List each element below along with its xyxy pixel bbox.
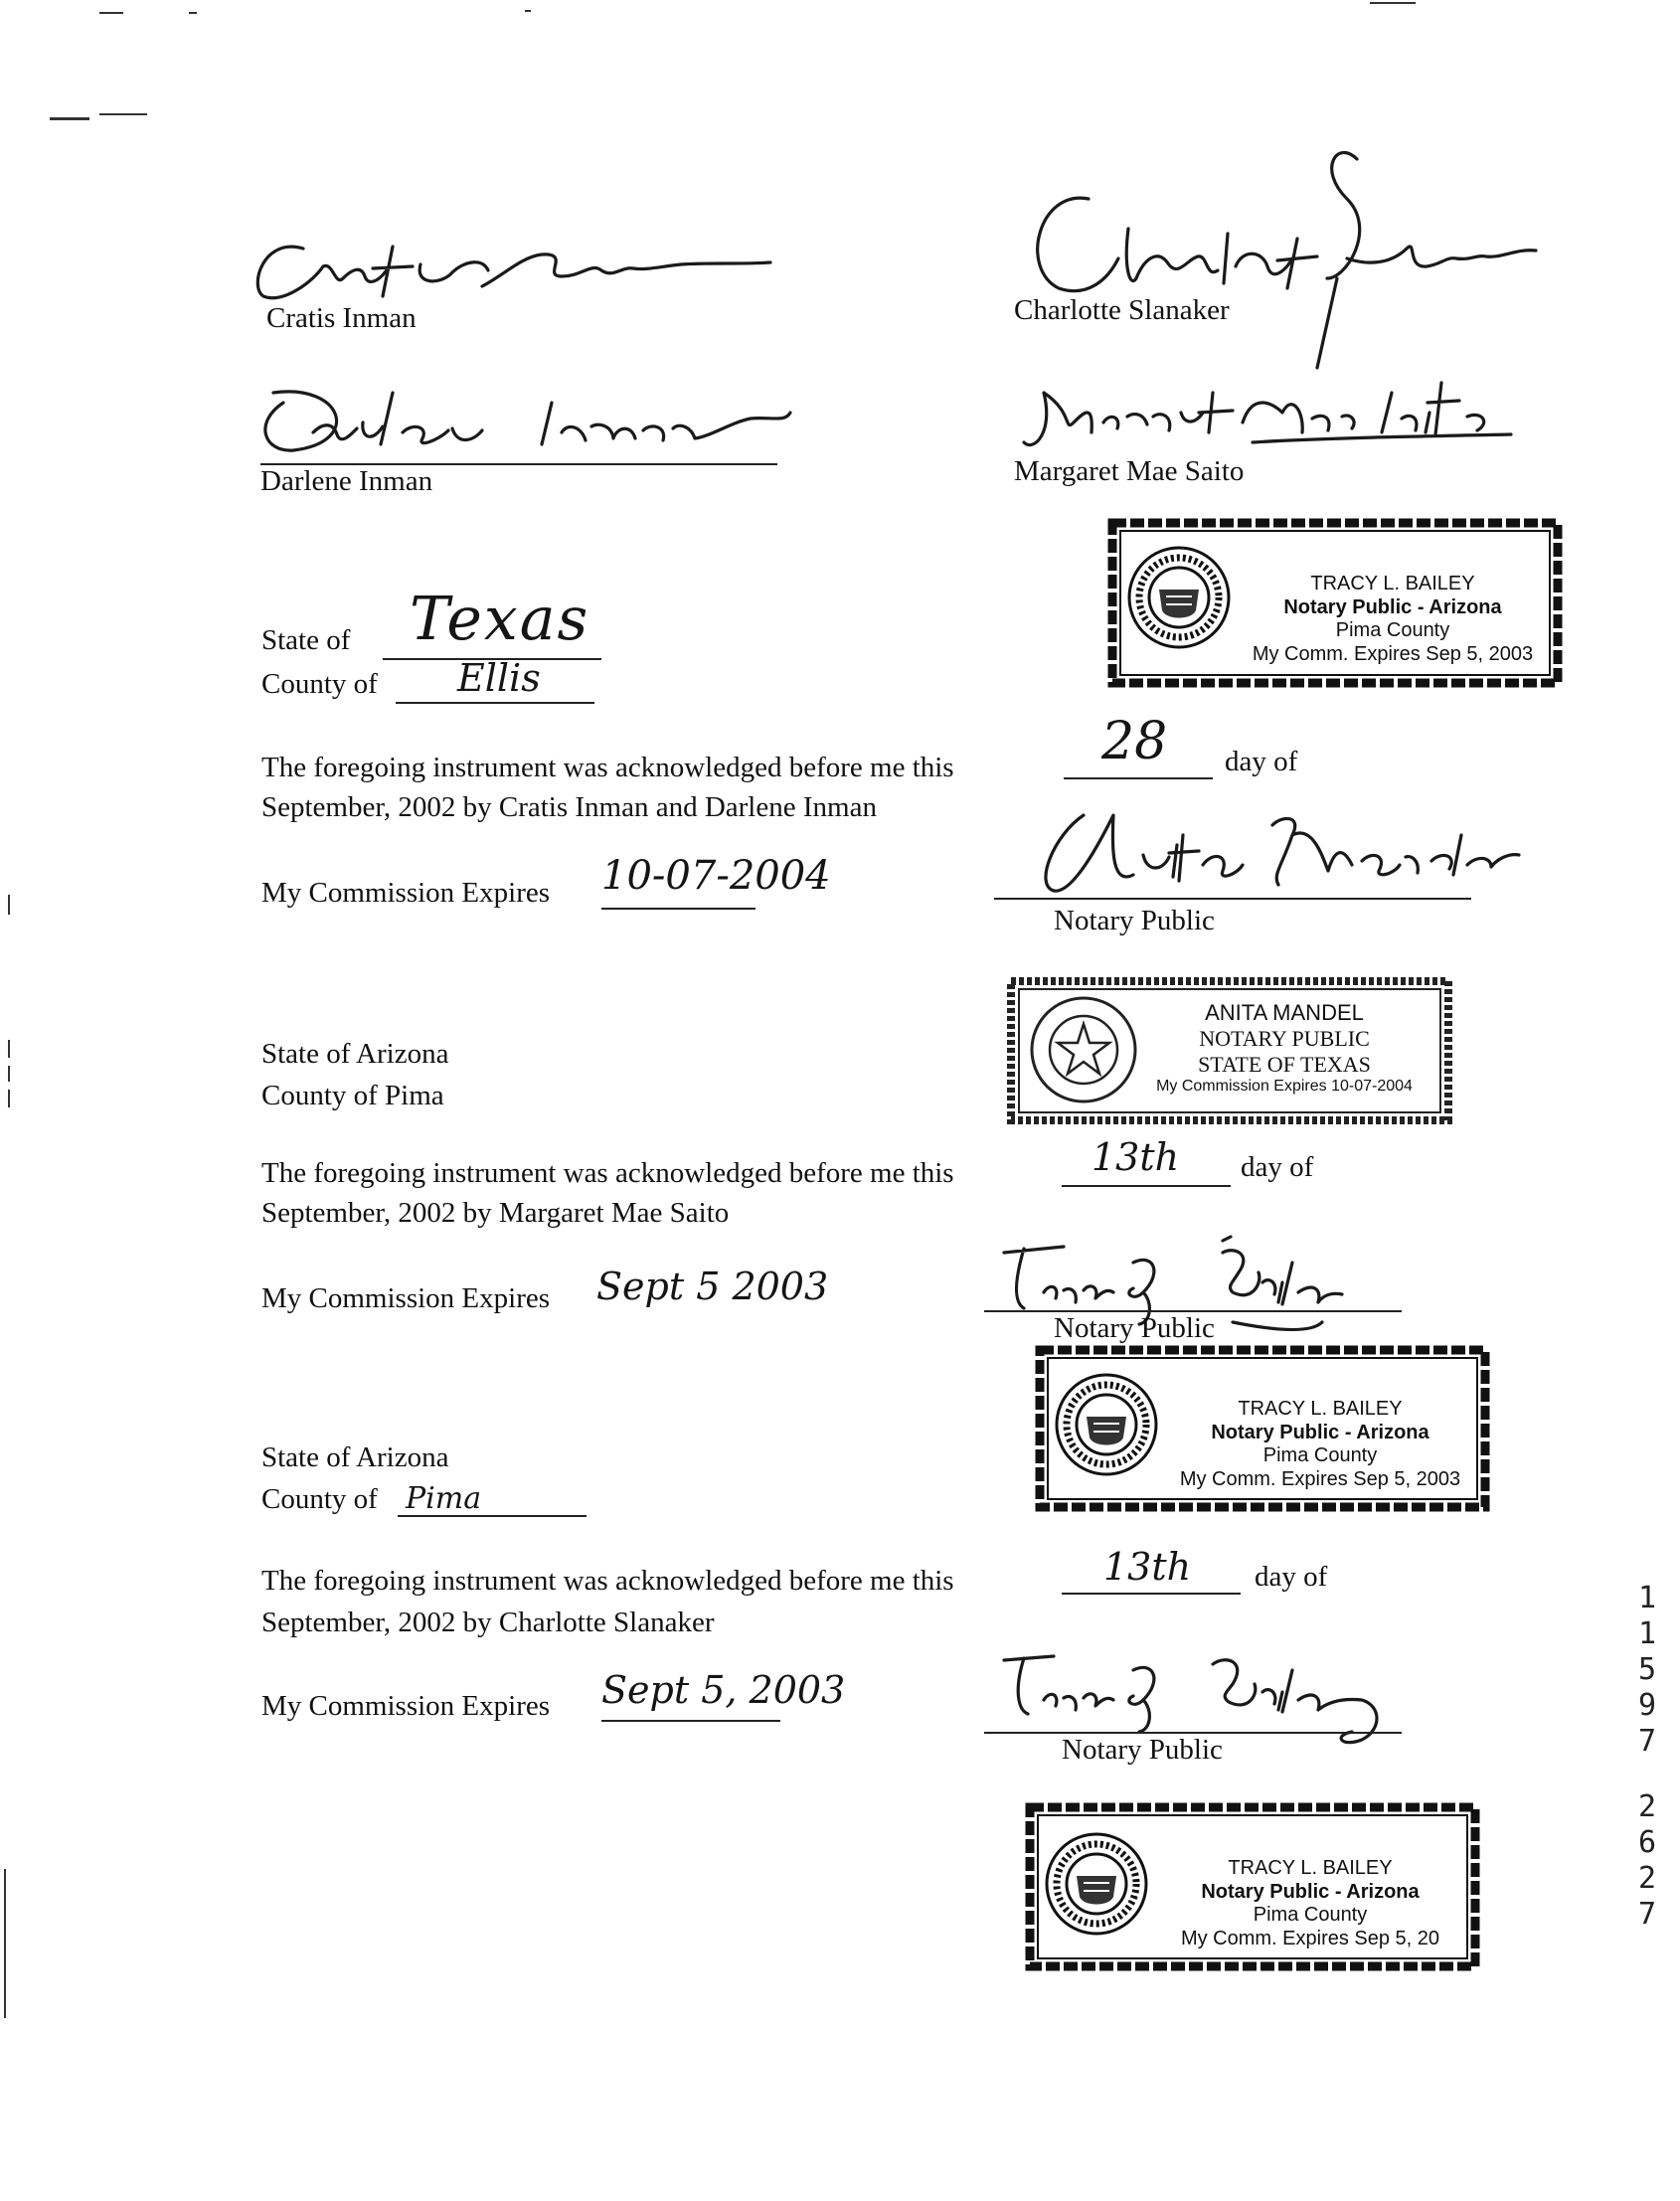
commission-label: My Commission Expires (261, 877, 551, 909)
notary-seal-star-icon (1028, 994, 1139, 1105)
notary-stamp-bailey (1034, 1344, 1491, 1513)
stamp-notary-expires: My Comm. Expires Sep 5, 2003 (1179, 1467, 1461, 1490)
stamp-notary-county: Pima County (1335, 619, 1450, 642)
signer-name-darlene: Darlene Inman (260, 465, 433, 497)
signer-name-charlotte: Charlotte Slanaker (1014, 294, 1230, 326)
state-handwritten: Texas (410, 585, 590, 654)
scan-mark (525, 10, 531, 12)
batch-digit: 1 (1637, 1616, 1657, 1651)
batch-digit: 7 (1637, 1724, 1657, 1759)
stamp-notary-name: ANITA MANDEL (1205, 1000, 1364, 1025)
stamp-notary-state: STATE OF TEXAS (1198, 1051, 1371, 1077)
commission-label: My Commission Expires (261, 1690, 551, 1722)
stamp-notary-name: TRACY L. BAILEY (1238, 1398, 1403, 1420)
state-label: State of (261, 624, 351, 656)
commission-handwritten: Sept 5 2003 (596, 1265, 829, 1308)
stamp-notary-title: NOTARY PUBLIC (1199, 1025, 1370, 1051)
ack-text-line2: September, 2002 by Margaret Mae Saito (261, 1197, 730, 1229)
notary-stamp-bailey-partial (1024, 1801, 1481, 1972)
county-label: County of (261, 668, 378, 700)
ack-text-line2: September, 2002 by Cratis Inman and Darlene Inman (261, 791, 877, 823)
commission-line (601, 908, 756, 910)
day-handwritten: 13th (1103, 1545, 1192, 1589)
stamp-notary-name: TRACY L. BAILEY (1228, 1857, 1393, 1879)
ack-text-line2: September, 2002 by Charlotte Slanaker (261, 1607, 715, 1638)
commission-label: My Commission Expires (261, 1282, 551, 1314)
county-handwritten: Ellis (457, 656, 541, 700)
county-handwritten: Pima (406, 1481, 482, 1516)
day-of-label: day of (1255, 1561, 1328, 1593)
notary-public-label: Notary Public (1062, 1734, 1223, 1766)
scan-mark (189, 12, 197, 14)
scan-mark (99, 113, 147, 115)
commission-handwritten: 10-07-2004 (601, 853, 831, 899)
commission-handwritten: Sept 5, 2003 (601, 1668, 846, 1712)
batch-digit: 7 (1637, 1897, 1657, 1932)
day-handwritten: 28 (1101, 712, 1168, 771)
scan-mark (8, 1066, 10, 1082)
state-label: State of Arizona (261, 1441, 449, 1473)
day-of-label: day of (1225, 746, 1298, 777)
signature-margaret-mae-saito (1014, 373, 1521, 462)
scan-mark (4, 1869, 6, 2018)
day-line (1064, 777, 1213, 779)
ack-text-line1: The foregoing instrument was acknowledged before me this (261, 1565, 954, 1597)
signer-name-cratis: Cratis Inman (266, 302, 417, 334)
notary-public-label: Notary Public (1054, 1312, 1215, 1344)
stamp-notary-title: Notary Public - Arizona (1283, 595, 1502, 618)
stamp-notary-county: Pima County (1253, 1904, 1368, 1927)
county-line (396, 702, 594, 704)
signature-darlene-inman (253, 383, 795, 462)
county-label: County of (261, 1483, 378, 1515)
state-seal-arizona-icon (1126, 545, 1232, 650)
stamp-notary-name: TRACY L. BAILEY (1310, 573, 1475, 594)
signature-anita-mandel (1024, 795, 1521, 905)
state-label: State of Arizona (261, 1038, 449, 1070)
day-handwritten: 13th (1092, 1135, 1180, 1179)
notary-stamp-bailey (1106, 517, 1564, 689)
commission-line (601, 1720, 780, 1722)
stamp-notary-title: Notary Public - Arizona (1211, 1421, 1429, 1443)
state-seal-arizona-icon (1044, 1831, 1149, 1937)
scan-mark (8, 1040, 10, 1058)
scan-mark (1370, 2, 1416, 4)
day-of-label: day of (1241, 1151, 1314, 1183)
day-line (1062, 1593, 1241, 1595)
ack-text-line1: The foregoing instrument was acknowledged before me this (261, 1157, 954, 1189)
batch-digit: 9 (1637, 1688, 1657, 1723)
scan-mark (99, 12, 123, 14)
stamp-notary-expires: My Comm. Expires Sep 5, 2003 (1252, 642, 1534, 665)
stamp-notary-county: Pima County (1262, 1444, 1378, 1467)
notary-public-label: Notary Public (1054, 905, 1215, 936)
batch-digit: 6 (1637, 1825, 1657, 1860)
scan-mark (8, 895, 10, 915)
stamp-notary-title: Notary Public - Arizona (1201, 1880, 1420, 1903)
batch-digit: 1 (1637, 1581, 1657, 1615)
county-label: County of Pima (261, 1080, 444, 1111)
stamp-notary-expires: My Comm. Expires Sep 5, 20 (1180, 1927, 1440, 1949)
stamp-notary-expires: My Commission Expires 10-07-2004 (1156, 1077, 1413, 1095)
scan-mark (8, 1090, 10, 1107)
signature-charlotte-slanaker (1019, 139, 1556, 378)
notary-stamp-mandel (1006, 976, 1453, 1125)
batch-digit: 5 (1637, 1652, 1657, 1687)
ack-text-line1: The foregoing instrument was acknowledged before me this (261, 752, 954, 783)
signer-name-margaret: Margaret Mae Saito (1014, 455, 1245, 487)
notary-signature-line (994, 898, 1471, 900)
scan-mark (50, 117, 89, 120)
day-line (1062, 1185, 1231, 1187)
state-seal-arizona-icon (1054, 1372, 1159, 1477)
batch-digit: 2 (1637, 1789, 1657, 1824)
batch-digit: 2 (1637, 1861, 1657, 1896)
